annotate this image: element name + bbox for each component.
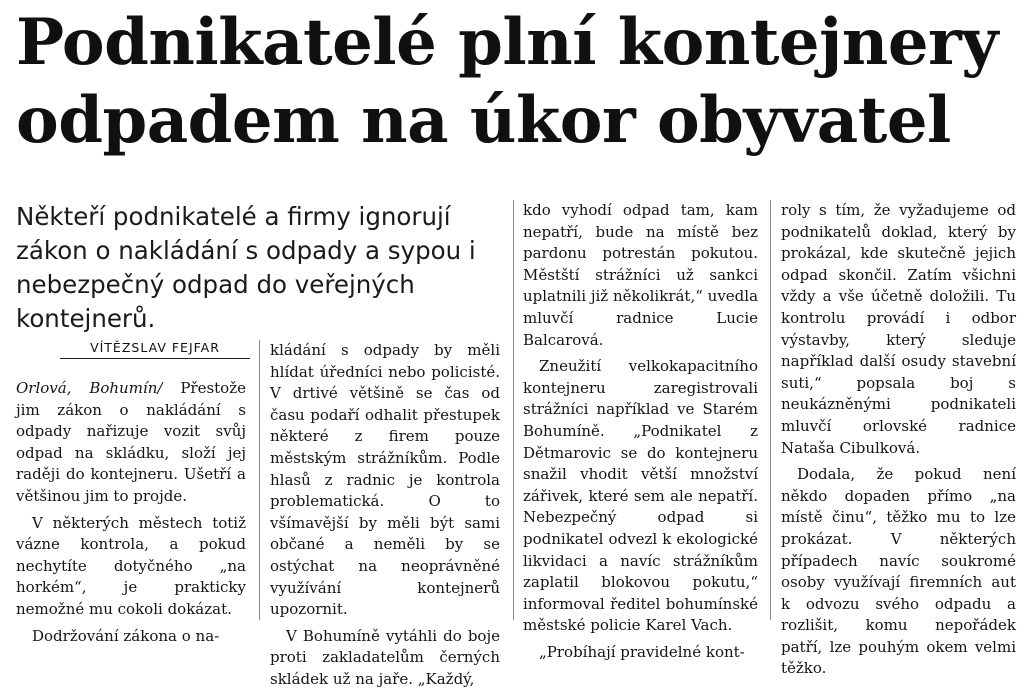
article-column-3 — [523, 200, 758, 663]
article-column-4 — [781, 200, 1016, 680]
article-column-2 — [270, 340, 500, 691]
column-1-paragraph-2: V některých městech totiž vázne kontrola, a pokud nechytíte dotyčného „na horkém“, je prakticky nemožné mu cokoli dokázat. — [16, 513, 246, 618]
column-divider — [259, 340, 260, 620]
column-1-paragraph-3: Dodržování zákona o na- — [32, 626, 220, 645]
column-4-paragraph-2: Dodala, že pokud není někdo dopaden přímo „na místě činu“, těžko mu to lze prokázat. V některých případech navíc soukromé osoby využívají firemních aut k odvozu svého odpadu a rozlišit, komu nepořádek patří, lze pouhým okem velmi těžko. — [781, 465, 1016, 678]
headline: Podnikatelé plní kontejnery odpadem na úkor obyvatel — [16, 5, 998, 158]
column-1-paragraph-1-text: Přestože jim zákon o nakládání s odpady nařizuje vozit svůj odpad na skládku, složí jej raději do kontejneru. Ušetří a většinou jim to projde. — [16, 379, 246, 505]
column-3-paragraph-2: Zneužití velkokapacitního kontejneru zaregistrovali strážníci například ve Starém Bohumíně. „Podnikatel z Dětmarovic se do kontejneru snažil vhodit větší množství zářivek, které sem ale nepatří. Nebezpečný odpad si podnikatel odvezl k ekologické likvidaci a navíc strážníkům zaplatil blokovou pokutu,“ informoval ředitel bohumínské městské policie Karel Vach. — [523, 357, 758, 635]
dateline: Orlová, Bohumín/ — [16, 379, 163, 397]
column-divider — [770, 200, 771, 620]
column-3-paragraph-3: „Probíhají pravidelné kont- — [539, 642, 745, 661]
column-divider — [513, 200, 514, 620]
byline: VÍTĚZSLAV FEJFAR — [60, 340, 250, 359]
column-2-paragraph-1: kládání s odpady by měli hlídat úředníci nebo policisté. V drtivé většině se čas od času podaří odhalit přestupek některé z firem pouze městským strážníkům. Podle hlasů z radnic je kontrola problematická. O to všímavější by měli být sami občané a neměli by se ostýchat na neoprávněné využívání kontejnerů upozornit. — [270, 341, 500, 619]
article-column-1 — [16, 378, 246, 647]
column-4-paragraph-1: roly s tím, že vyžadujeme od podnikatelů doklad, který by prokázal, kde skutečně jejich odpad skončil. Zatím všichni vždy a vše účetně doložili. Tu kontrolu provádí i odbor výstavby, který sleduje například další osudy stavební suti,“ popsala boj s neukázněnými podnikateli mluvčí orlovské radnice Nataša Cibulková. — [781, 201, 1016, 457]
column-1-paragraph-1 — [16, 378, 246, 508]
column-3-paragraph-1: kdo vyhodí odpad tam, kam nepatří, bude na místě bez pardonu potrestán pokutou. Městští strážníci už sankci uplatnili již několikrát,“ uvedla mluvčí radnice Lucie Balcarová. — [523, 201, 759, 349]
lead-paragraph: Někteří podnikatelé a firmy ignorují zákon o nakládání s odpady a sypou i nebezpečný odpad do veřejných kontejnerů. — [16, 202, 476, 333]
column-2-paragraph-2: V Bohumíně vytáhli do boje proti zakladatelům černých skládek už na jaře. „Každý, — [270, 626, 500, 688]
